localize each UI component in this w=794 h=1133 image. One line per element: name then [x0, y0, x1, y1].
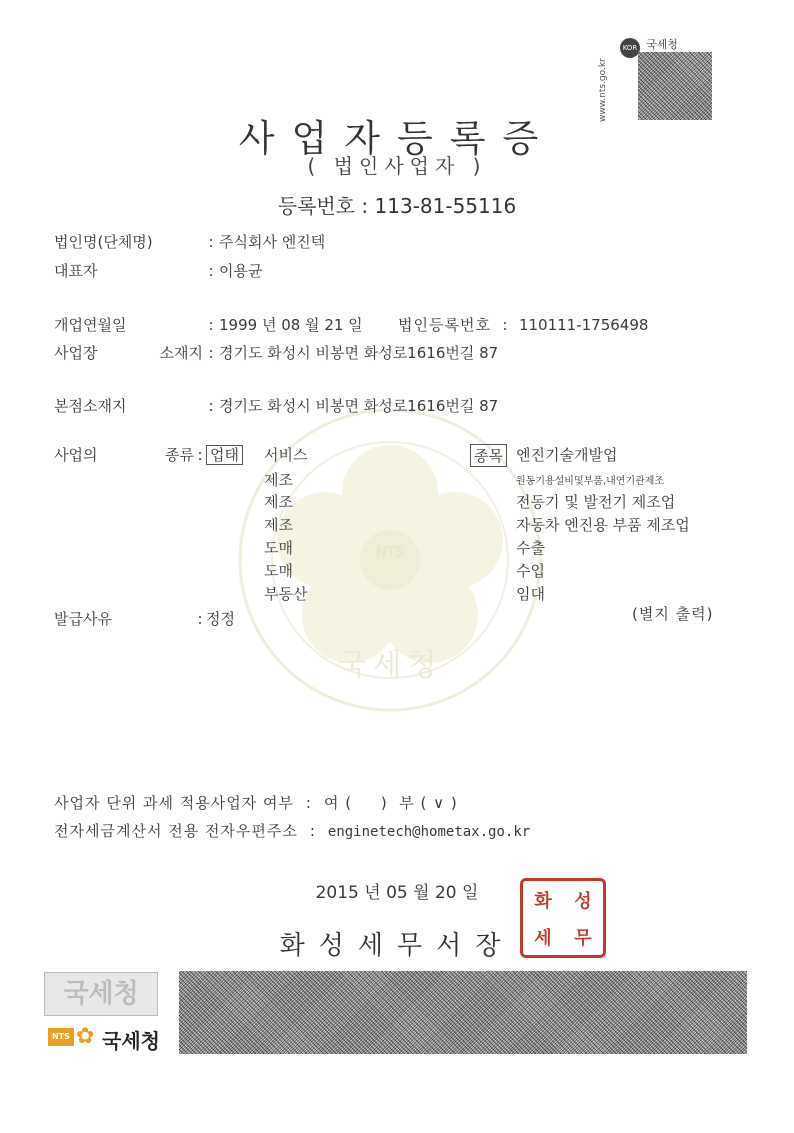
location-value: 경기도 화성시 비봉면 화성로1616번길 87: [219, 344, 499, 362]
email-label: 전자세금계산서 전용 전자우편주소: [54, 822, 298, 840]
document-subtitle: ( 법인사업자 ): [307, 154, 487, 178]
uptae-tag: 업태: [206, 445, 243, 465]
jongmok-item: 수입: [516, 562, 545, 580]
corp-reg-row: 법인등록번호 : 110111-1756498: [398, 316, 649, 334]
unit-tax-value: 여 ( ) 부 ( ∨ ): [323, 794, 458, 812]
tax-office-name: 화성세무서장: [279, 931, 515, 961]
location-row: 사업장 소재지 : 경기도 화성시 비봉면 화성로1616번길 87: [54, 344, 499, 362]
open-date-label: 개업연월일: [54, 316, 127, 334]
uptae-item: 제조: [264, 471, 293, 489]
watermark-bottom-text: 국세청: [337, 648, 443, 683]
open-date-value: 1999 년 08 월 21 일: [219, 316, 363, 334]
qr-url-text: www.nts.go.kr: [598, 58, 608, 122]
uptae-item: 제조: [264, 493, 293, 511]
jongmok-item: 자동차 엔진용 부품 제조업: [516, 516, 690, 534]
jongmok-tag: 종목: [470, 444, 507, 467]
nts-flower-icon: ✿: [76, 1024, 95, 1049]
unit-tax-row: 사업자 단위 과세 적용사업자 여부 : 여 ( ) 부 ( ∨ ): [54, 794, 458, 812]
seal-char: 무: [574, 927, 592, 949]
biz-type-row: 사업의 종류 : 업태: [54, 444, 243, 465]
jongmok-item: 전동기 및 발전기 제조업: [516, 493, 676, 511]
nts-logo: [48, 1022, 178, 1052]
uptae-item: 도매: [264, 539, 293, 557]
email-row: 전자세금계산서 전용 전자우편주소 : enginetech@hometax.go.kr: [54, 822, 531, 840]
corp-name-value: 주식회사 엔진텍: [219, 233, 326, 251]
seal-char: 세: [534, 927, 552, 949]
location-label: 사업장 소재지: [54, 344, 203, 362]
issue-row: 발급사유 : 정정: [54, 610, 235, 628]
hq-row: 본점소재지 : 경기도 화성시 비봉면 화성로1616번길 87: [54, 397, 499, 415]
uptae-item: 도매: [264, 562, 293, 580]
security-barcode: [179, 971, 747, 1054]
rep-value: 이용균: [219, 262, 263, 280]
jongmok-item: 엔진기술개발업: [516, 446, 618, 464]
unit-tax-label: 사업자 단위 과세 적용사업자 여부: [54, 794, 294, 812]
jongmok-item: 수출: [516, 539, 545, 557]
open-date-row: 개업연월일 : 1999 년 08 월 21 일: [54, 316, 363, 334]
email-value: enginetech@hometax.go.kr: [327, 824, 531, 840]
issue-label: 발급사유: [54, 610, 112, 628]
faded-agency-logo: 국세청: [44, 972, 158, 1016]
corp-name-label: 법인명(단체명): [54, 233, 153, 251]
qr-agency-label: 국세청: [646, 38, 678, 51]
uptae-item: 서비스: [264, 446, 308, 464]
jongmok-item: 원동기용설비및부품,내연기관제조: [516, 476, 665, 487]
seal-char: 화: [534, 890, 552, 912]
official-seal: [520, 878, 606, 958]
document-title: 사업자등록증: [238, 117, 556, 160]
issue-date: 2015 년 05 월 20 일: [315, 883, 479, 903]
qr-badge: KOR: [620, 38, 640, 58]
corp-name-row: 법인명(단체명) : 주식회사 엔진텍: [54, 233, 326, 251]
hq-label: 본점소재지: [54, 397, 127, 415]
corp-reg-value: 110111-1756498: [518, 316, 649, 334]
nts-logo-text: 국세청: [102, 1029, 160, 1053]
rep-row: 대표자 : 이용균: [54, 262, 263, 280]
rep-label: 대표자: [54, 262, 98, 280]
biz-type-label: 사업의 종류: [54, 446, 194, 464]
nts-logo-badge: NTS: [48, 1028, 74, 1046]
separate-print-note: (별지 출력): [632, 605, 714, 623]
hq-value: 경기도 화성시 비봉면 화성로1616번길 87: [219, 397, 499, 415]
jongmok-item: 임대: [516, 585, 545, 603]
seal-char: 성: [574, 890, 592, 912]
uptae-item: 제조: [264, 516, 293, 534]
corp-reg-label: 법인등록번호: [398, 316, 491, 334]
watermark-center-text: NTS: [376, 545, 404, 561]
issue-value: 정정: [206, 610, 235, 628]
registration-number: 등록번호 : 113-81-55116: [277, 194, 517, 218]
uptae-item: 부동산: [264, 585, 308, 603]
